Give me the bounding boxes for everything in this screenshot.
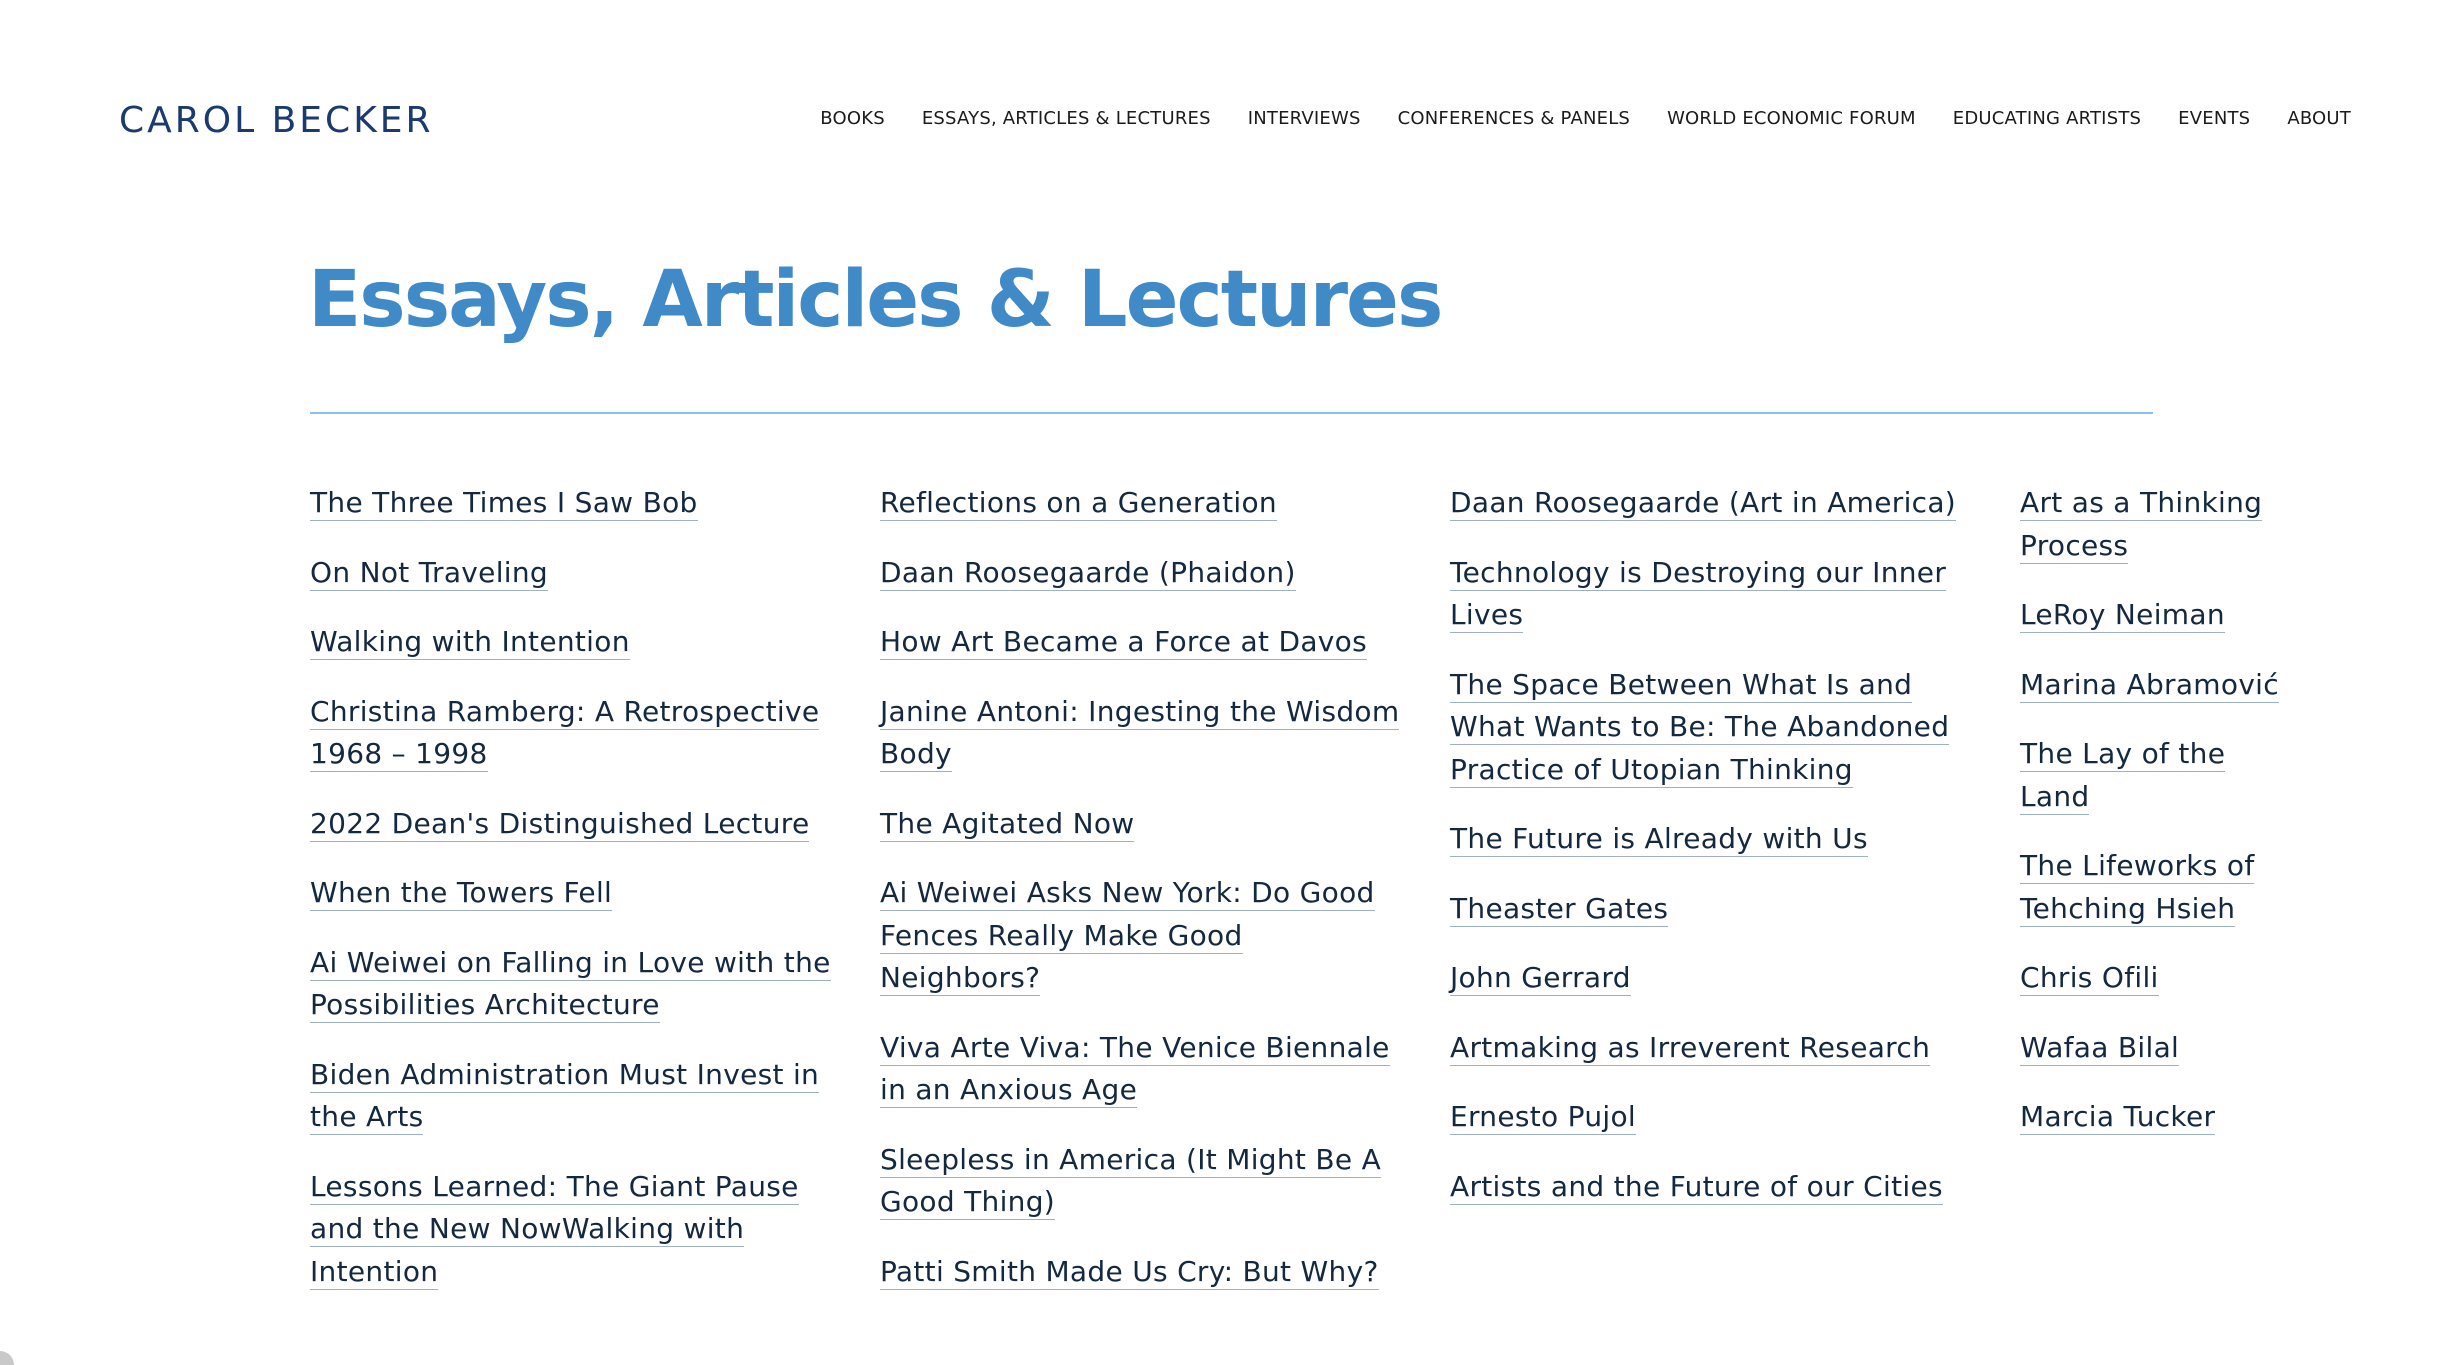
- list-item: [880, 803, 1410, 846]
- article-column-4: [2020, 482, 2300, 1166]
- nav-item-essays-articles-lectures[interactable]: ESSAYS, ARTICLES & LECTURES: [921, 108, 1211, 129]
- list-item: [310, 691, 840, 776]
- list-item: [310, 621, 840, 664]
- article-link[interactable]: Wafaa Bilal: [2020, 1030, 2180, 1064]
- nav-item-educating-artists[interactable]: EDUCATING ARTISTS: [1952, 108, 2142, 129]
- list-item: [310, 803, 840, 846]
- article-link[interactable]: John Gerrard: [1450, 961, 1631, 994]
- article-link[interactable]: Biden Administration Must Invest in the Arts: [310, 1057, 820, 1133]
- article-link[interactable]: Art as a Thinking Process: [2020, 486, 2263, 562]
- list-item: [310, 1166, 840, 1294]
- site-header: [0, 0, 2461, 240]
- list-item: [310, 1054, 840, 1139]
- list-item: [310, 482, 840, 525]
- list-item: [880, 552, 1410, 595]
- list-item: [880, 872, 1410, 1000]
- list-item: [310, 872, 840, 915]
- list-item: [2020, 594, 2300, 637]
- list-item: [2020, 664, 2300, 707]
- list-item: [880, 691, 1410, 776]
- article-link[interactable]: On Not Traveling: [310, 555, 548, 589]
- list-item: [1450, 957, 1960, 1000]
- nav-item-interviews[interactable]: INTERVIEWS: [1247, 108, 1361, 129]
- list-item: [2020, 845, 2300, 930]
- article-link[interactable]: How Art Became a Force at Davos: [880, 625, 1367, 658]
- nav-item-world-economic-forum[interactable]: WORLD ECONOMIC FORUM: [1667, 108, 1916, 129]
- article-link[interactable]: Daan Roosegaarde (Phaidon): [880, 555, 1296, 589]
- list-item: [2020, 957, 2300, 1000]
- list-item: [1450, 888, 1960, 931]
- list-item: [880, 482, 1410, 525]
- article-link[interactable]: Walking with Intention: [310, 625, 630, 658]
- article-column-2: [880, 482, 1410, 1320]
- list-item: [310, 552, 840, 595]
- article-columns: [310, 482, 2310, 1322]
- article-link[interactable]: Sleepless in America (It Might Be A Good Thing): [880, 1142, 1382, 1218]
- article-link[interactable]: The Lifeworks of Tehching Hsieh: [2020, 849, 2255, 925]
- main-nav: [783, 108, 2351, 129]
- article-column-1: [310, 482, 840, 1320]
- article-link[interactable]: When the Towers Fell: [310, 876, 613, 909]
- site-logo[interactable]: CAROL BECKER: [119, 100, 434, 141]
- article-link[interactable]: Reflections on a Generation: [880, 486, 1277, 519]
- article-link[interactable]: Janine Antoni: Ingesting the Wisdom Body: [880, 694, 1400, 770]
- article-link[interactable]: Christina Ramberg: A Retrospective 1968 – 1998: [310, 694, 820, 770]
- nav-item-books[interactable]: BOOKS: [820, 108, 885, 129]
- article-link[interactable]: Chris Ofili: [2020, 961, 2159, 994]
- list-item: [880, 621, 1410, 664]
- article-link[interactable]: Theaster Gates: [1450, 891, 1669, 925]
- article-link[interactable]: The Agitated Now: [880, 806, 1135, 840]
- article-link[interactable]: Ernesto Pujol: [1450, 1100, 1637, 1133]
- list-item: [2020, 733, 2300, 818]
- article-link[interactable]: Technology is Destroying our Inner Lives: [1450, 555, 1947, 631]
- article-link[interactable]: Viva Arte Viva: The Venice Biennale in an Anxious Age: [880, 1030, 1390, 1106]
- title-divider: [310, 412, 2153, 414]
- list-item: [1450, 1027, 1960, 1070]
- article-link[interactable]: Ai Weiwei on Falling in Love with the Possibilities Architecture: [310, 945, 831, 1021]
- list-item: [1450, 552, 1960, 637]
- article-column-3: [1450, 482, 1960, 1235]
- list-item: [310, 942, 840, 1027]
- list-item: [1450, 482, 1960, 525]
- nav-item-events[interactable]: EVENTS: [2178, 108, 2251, 129]
- page-title: Essays, Articles & Lectures: [308, 255, 1442, 345]
- list-item: [1450, 1166, 1960, 1209]
- list-item: [1450, 664, 1960, 792]
- article-link[interactable]: The Space Between What Is and What Wants to Be: The Abandoned Practice of Utopian Thinking: [1450, 667, 1950, 786]
- article-link[interactable]: Ai Weiwei Asks New York: Do Good Fences Really Make Good Neighbors?: [880, 876, 1375, 994]
- article-link[interactable]: Patti Smith Made Us Cry: But Why?: [880, 1254, 1379, 1288]
- list-item: [1450, 1096, 1960, 1139]
- list-item: [2020, 1027, 2300, 1070]
- article-link[interactable]: Artists and the Future of our Cities: [1450, 1169, 1943, 1203]
- nav-item-conferences-panels[interactable]: CONFERENCES & PANELS: [1397, 108, 1631, 129]
- nav-item-about[interactable]: ABOUT: [2287, 108, 2351, 129]
- list-item: [2020, 482, 2300, 567]
- list-item: [880, 1139, 1410, 1224]
- article-link[interactable]: Daan Roosegaarde (Art in America): [1450, 486, 1957, 519]
- article-link[interactable]: The Lay of the Land: [2020, 737, 2226, 813]
- article-link[interactable]: 2022 Dean's Distinguished Lecture: [310, 806, 810, 840]
- window-corner: [0, 1351, 14, 1365]
- list-item: [880, 1027, 1410, 1112]
- list-item: [1450, 818, 1960, 861]
- article-link[interactable]: Lessons Learned: The Giant Pause and the New NowWalking with Intention: [310, 1169, 799, 1288]
- article-link[interactable]: Marcia Tucker: [2020, 1100, 2216, 1133]
- article-link[interactable]: The Three Times I Saw Bob: [310, 486, 698, 519]
- article-link[interactable]: The Future is Already with Us: [1450, 822, 1868, 855]
- article-link[interactable]: Marina Abramović: [2020, 667, 2279, 701]
- article-link[interactable]: Artmaking as Irreverent Research: [1450, 1030, 1931, 1064]
- list-item: [880, 1251, 1410, 1294]
- list-item: [2020, 1096, 2300, 1139]
- article-link[interactable]: LeRoy Neiman: [2020, 598, 2225, 631]
